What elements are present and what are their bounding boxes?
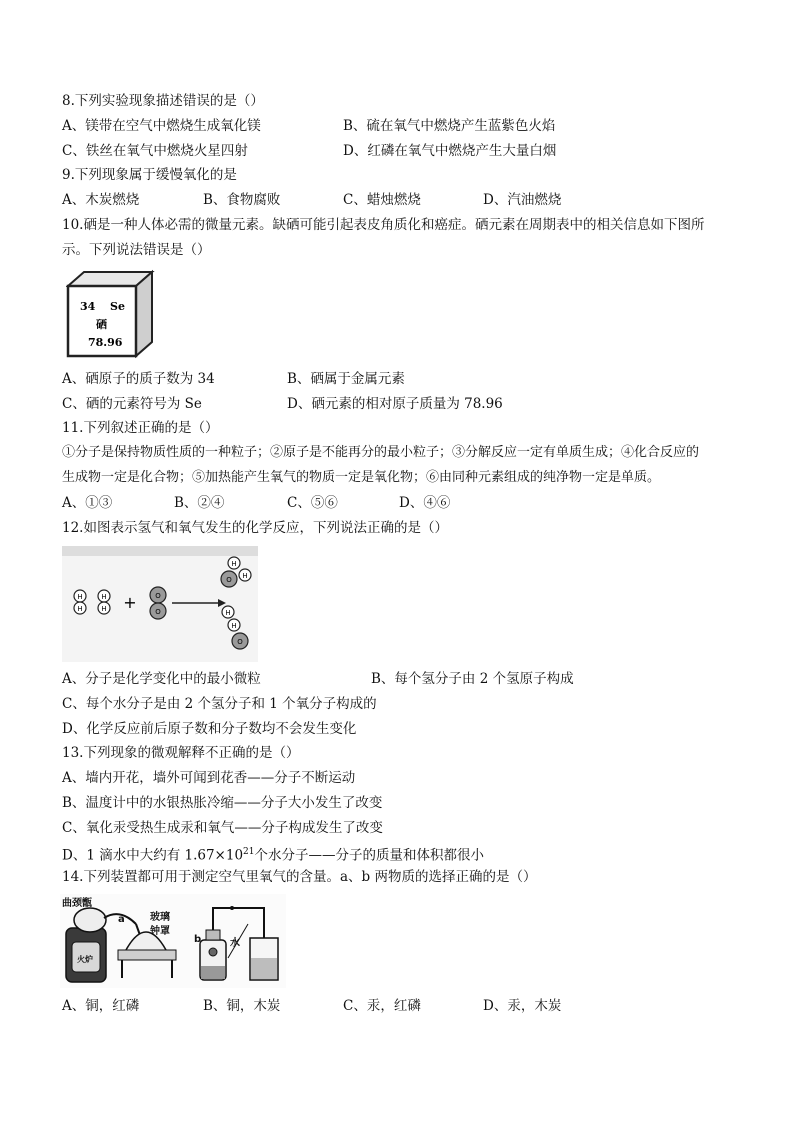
q14-stem: 14.下列装置都可用于测定空气里氧气的含量。a、b 两物质的选择正确的是（） bbox=[62, 869, 537, 885]
svg-text:H: H bbox=[231, 622, 237, 630]
label-a: a bbox=[118, 914, 125, 925]
q10-option-a: A、硒原子的质子数为 34 bbox=[62, 371, 215, 387]
selenium-element-tile bbox=[66, 268, 158, 360]
q11-option-d: D、④⑥ bbox=[399, 495, 451, 511]
svg-text:H: H bbox=[77, 593, 83, 601]
q9-stem: 9.下列现象属于缓慢氧化的是 bbox=[62, 167, 237, 183]
q13-option-d-suffix: 个水分子——分子的质量和体积都很小 bbox=[254, 847, 484, 864]
oxygen-content-apparatus-figure bbox=[60, 894, 286, 988]
q11-option-a: A、①③ bbox=[62, 495, 113, 511]
svg-text:O: O bbox=[155, 592, 161, 600]
svg-text:H: H bbox=[225, 609, 231, 617]
q13-option-d bbox=[62, 843, 484, 865]
q13-option-a: A、墙内开花，墙外可闻到花香——分子不断运动 bbox=[62, 770, 356, 786]
svg-text:O: O bbox=[155, 608, 161, 616]
svg-text:H: H bbox=[231, 560, 237, 568]
bell-jar-label-1: 玻璃 bbox=[150, 912, 170, 923]
q12-stem: 12.如图表示氢气和氧气发生的化学反应，下列说法正确的是（） bbox=[62, 520, 448, 536]
q13-option-d-exponent: 21 bbox=[243, 847, 255, 857]
q12-option-d: D、化学反应前后原子数和分子数均不会发生变化 bbox=[62, 721, 357, 737]
tile-atomic-mass: 78.96 bbox=[88, 336, 123, 349]
q11-option-c: C、⑤⑥ bbox=[287, 495, 338, 511]
q10-stem-line2: 示。下列说法错误是（） bbox=[62, 242, 211, 258]
q8-option-d: D、红磷在氧气中燃烧产生大量白烟 bbox=[343, 143, 557, 159]
plus-sign: + bbox=[123, 593, 137, 612]
tile-atomic-number: 34 bbox=[80, 300, 96, 313]
svg-text:H: H bbox=[101, 593, 107, 601]
furnace-label: 火炉 bbox=[77, 955, 93, 964]
svg-text:H: H bbox=[77, 605, 83, 613]
q14-option-d: D、汞，木炭 bbox=[483, 998, 562, 1014]
q8-option-b: B、硫在氧气中燃烧产生蓝紫色火焰 bbox=[343, 118, 556, 134]
q13-option-b: B、温度计中的水银热胀冷缩——分子大小发生了改变 bbox=[62, 795, 383, 811]
q13-option-d-prefix: D、1 滴水中大约有 1.67×10 bbox=[62, 847, 244, 864]
q9-option-a: A、木炭燃烧 bbox=[62, 192, 140, 208]
q12-option-a: A、分子是化学变化中的最小微粒 bbox=[62, 671, 261, 687]
q11-stem: 11.下列叙述正确的是（） bbox=[62, 420, 219, 436]
retort-label: 曲颈甑 bbox=[62, 898, 92, 909]
water-label: 水 bbox=[230, 938, 240, 949]
q11-option-b: B、②④ bbox=[174, 495, 225, 511]
svg-text:H: H bbox=[242, 572, 248, 580]
q10-stem-line1: 10.硒是一种人体必需的微量元素。缺硒可能引起表皮角质化和癌症。硒元素在周期表中的相关信息如下图所 bbox=[62, 217, 705, 233]
q11-body-line2: 生成物一定是化合物；⑤加热能产生氧气的物质一定是氧化物；⑥由同种元素组成的纯净物一定是单质。 bbox=[62, 470, 661, 485]
bell-jar-label-2: 钟罩 bbox=[150, 926, 170, 937]
q14-option-a: A、铜，红磷 bbox=[62, 998, 140, 1014]
q12-option-b: B、每个氢分子由 2 个氢原子构成 bbox=[371, 671, 574, 687]
hydrogen-oxygen-reaction-diagram bbox=[62, 546, 258, 662]
label-b: b bbox=[194, 934, 202, 945]
q9-option-b: B、食物腐败 bbox=[203, 192, 281, 208]
q9-option-c: C、蜡烛燃烧 bbox=[343, 192, 421, 208]
q8-stem: 8.下列实验现象描述错误的是（） bbox=[62, 93, 264, 109]
q9-option-d: D、汽油燃烧 bbox=[483, 192, 562, 208]
q10-option-b: B、硒属于金属元素 bbox=[287, 371, 405, 387]
q8-option-c: C、铁丝在氧气中燃烧火星四射 bbox=[62, 143, 248, 159]
svg-text:O: O bbox=[226, 576, 232, 584]
svg-text:H: H bbox=[101, 605, 107, 613]
q11-body-line1: ①分子是保持物质性质的一种粒子；②原子是不能再分的最小粒子；③分解反应一定有单质生成；④化合反应的 bbox=[62, 445, 700, 460]
tile-symbol: Se bbox=[110, 300, 125, 313]
q8-option-a: A、镁带在空气中燃烧生成氧化镁 bbox=[62, 118, 261, 134]
q10-option-c: C、硒的元素符号为 Se bbox=[62, 396, 202, 412]
q13-stem: 13.下列现象的微观解释不正确的是（） bbox=[62, 745, 300, 761]
q12-option-c: C、每个水分子是由 2 个氢分子和 1 个氧分子构成的 bbox=[62, 696, 377, 712]
q10-option-d: D、硒元素的相对原子质量为 78.96 bbox=[287, 396, 503, 412]
q14-option-b: B、铜，木炭 bbox=[203, 998, 281, 1014]
svg-text:O: O bbox=[237, 638, 243, 646]
q13-option-c: C、氧化汞受热生成汞和氧气——分子构成发生了改变 bbox=[62, 820, 383, 836]
tile-element-name: 硒 bbox=[96, 318, 107, 331]
q14-option-c: C、汞，红磷 bbox=[343, 998, 421, 1014]
